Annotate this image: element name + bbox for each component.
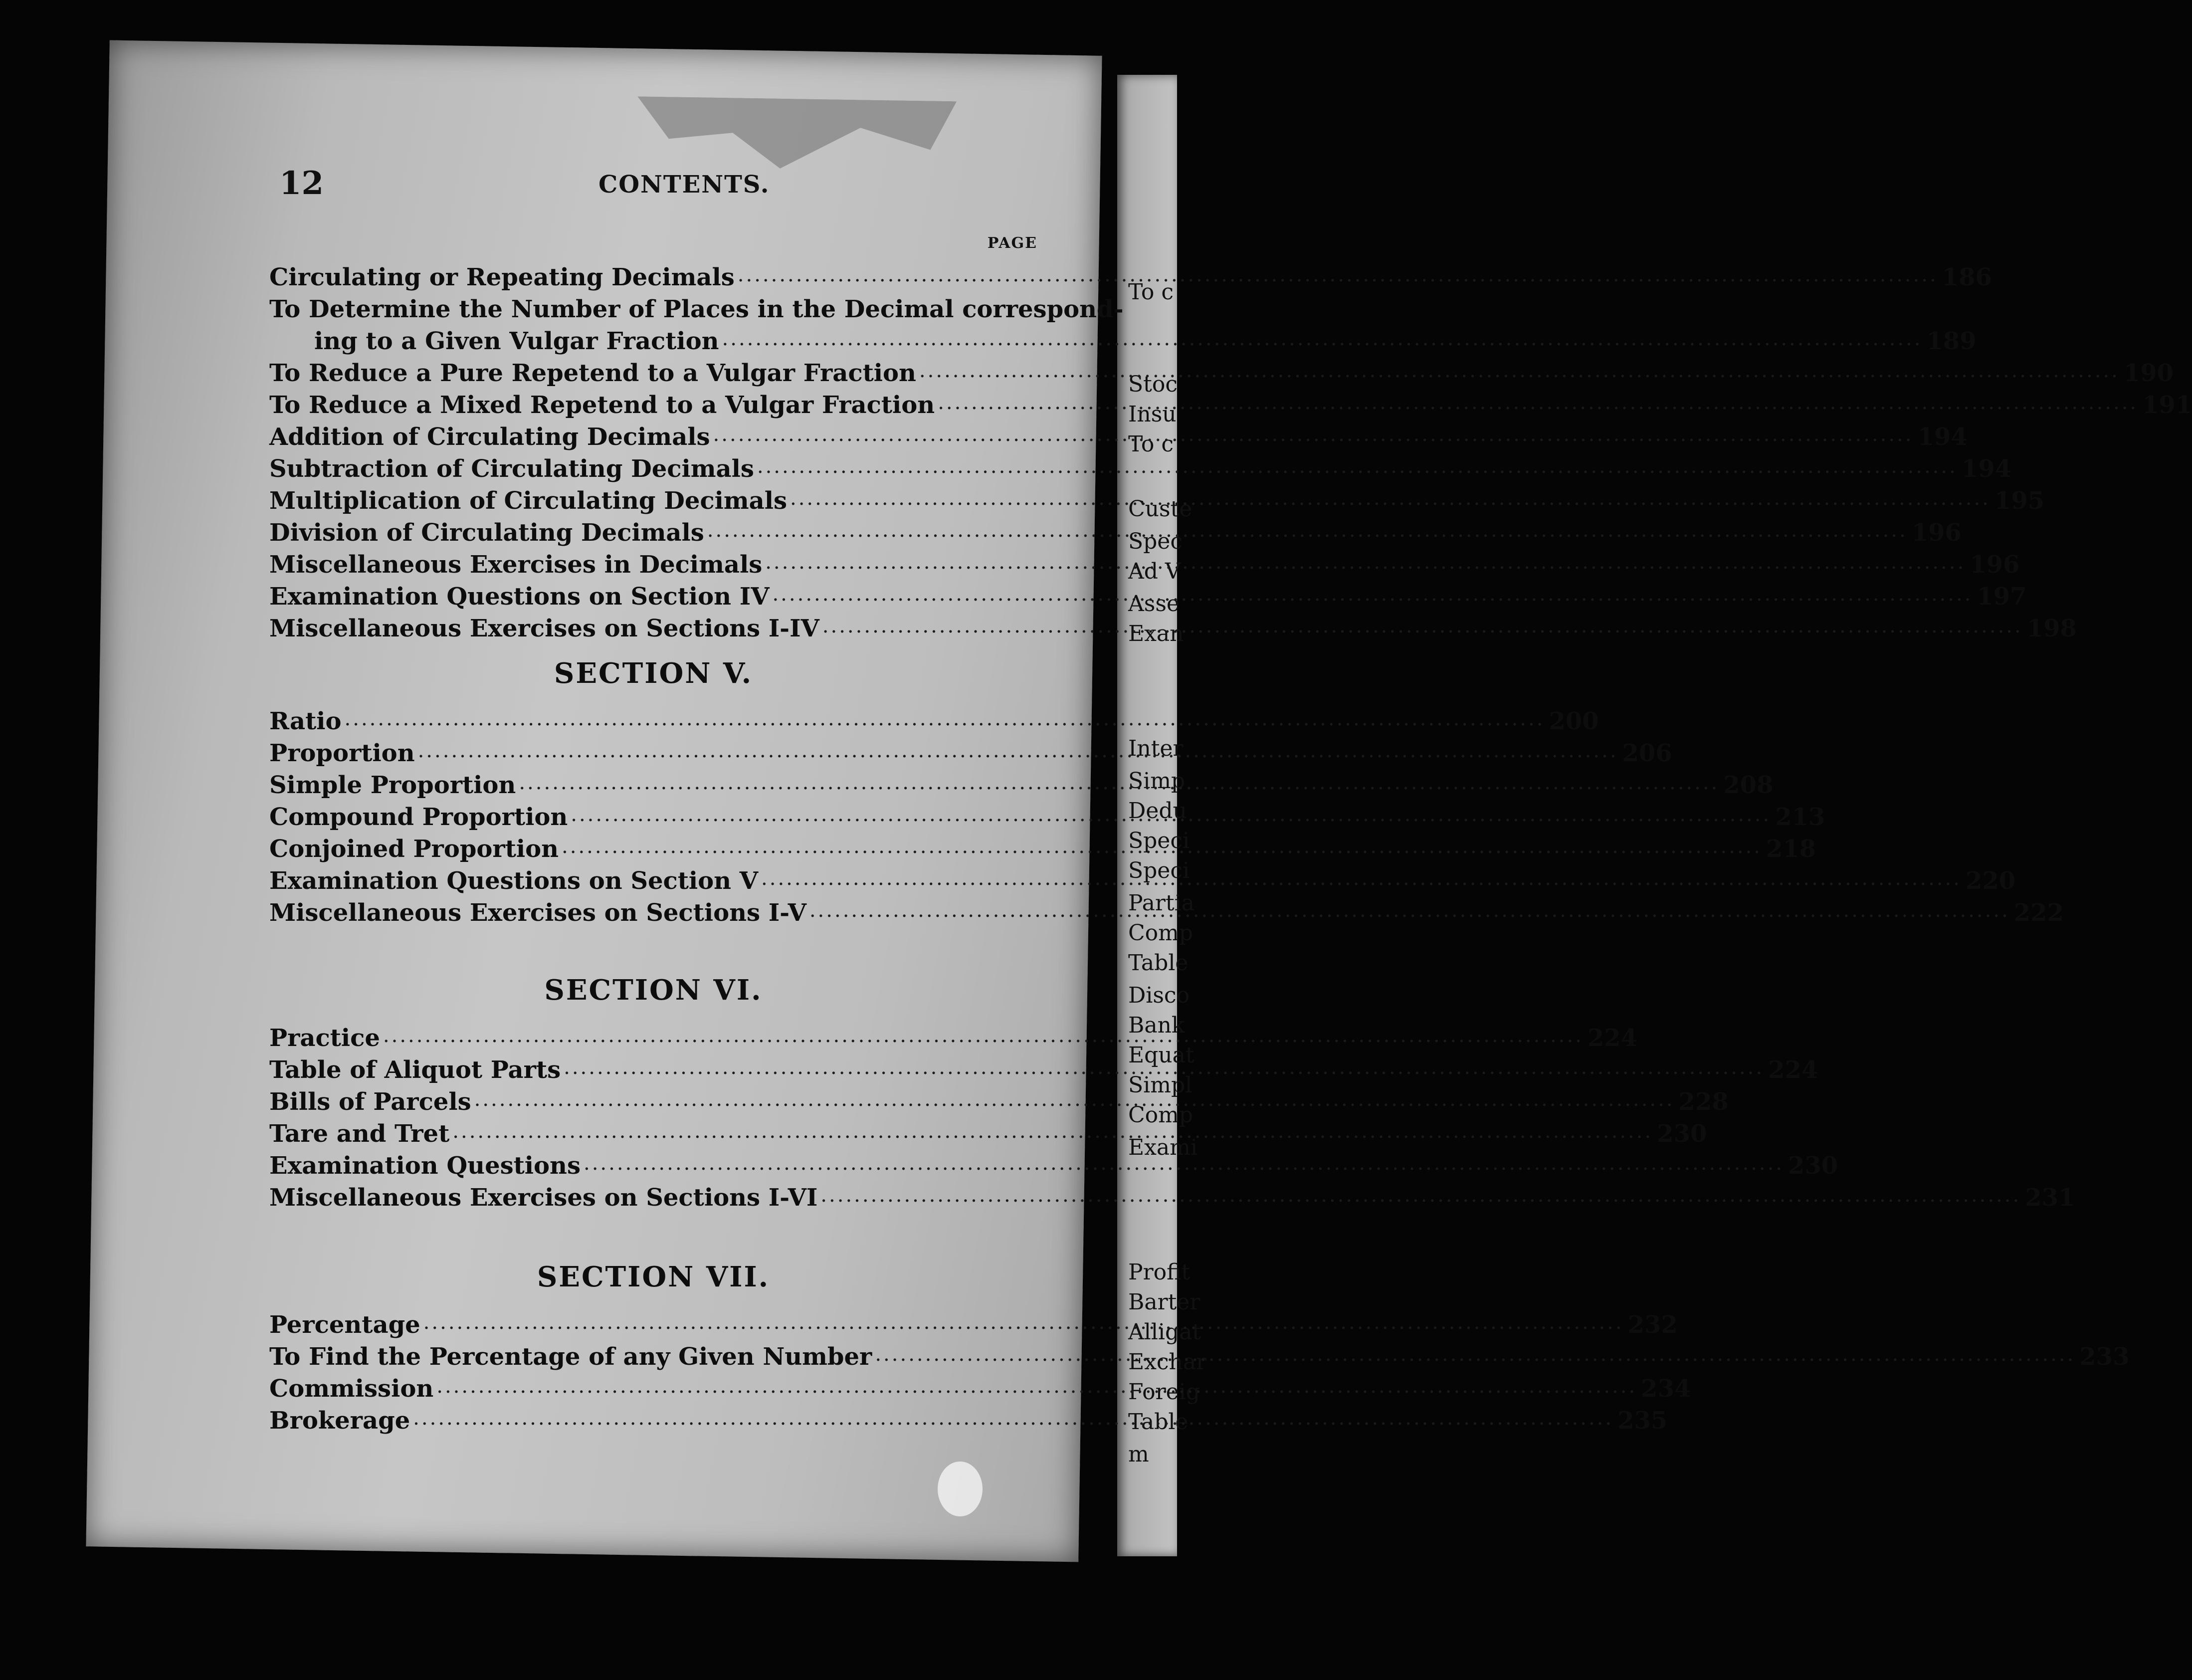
dot-leader [820, 1184, 2021, 1207]
toc-entry-page: 235 [1617, 1407, 1668, 1435]
toc-entry-page: 218 [1766, 835, 1816, 863]
toc-entry-title: Examination Questions on Section V [269, 867, 759, 895]
toc-entry-title: Miscellaneous Exercises on Sections I-VI [269, 1184, 818, 1212]
toc-entry-title: Table of Aliquot Parts [269, 1056, 561, 1084]
adjacent-page-fragment: To c [1128, 431, 1174, 457]
toc-entry-title: Proportion [269, 739, 415, 767]
toc-entry-title: Division of Circulating Decimals [269, 519, 704, 547]
toc-entry [269, 323, 1977, 355]
adjacent-page-fragment: Equat [1128, 1043, 1195, 1068]
toc-entry-title: To Reduce a Mixed Repetend to a Vulgar Fraction [269, 391, 935, 419]
dot-leader [383, 1024, 1584, 1047]
toc-entry-page: 197 [1977, 583, 2027, 611]
adjacent-page-fragment: Spec [1128, 529, 1183, 554]
toc-entry-title: Commission [269, 1375, 434, 1403]
section-heading: SECTION VI. [544, 974, 763, 1007]
toc-entry-page: 222 [2013, 899, 2064, 927]
dot-leader [790, 487, 1991, 510]
dot-leader [452, 1120, 1653, 1143]
toc-entry-title: Circulating or Repeating Decimals [269, 263, 735, 291]
toc-entry-page: 233 [2079, 1343, 2130, 1371]
section-heading: SECTION V. [554, 657, 753, 690]
toc-entry-page: 198 [2026, 615, 2077, 642]
adjacent-page-fragment: Table [1128, 1409, 1189, 1435]
toc-entry-page: 191 [2142, 391, 2192, 419]
page-column-label: PAGE [987, 234, 1037, 252]
adjacent-page-fragment: Stoc [1128, 372, 1178, 397]
adjacent-page-fragment: Alligat [1128, 1319, 1201, 1345]
dot-leader [436, 1375, 1637, 1398]
dot-leader [519, 771, 1719, 794]
toc-entry-title: Practice [269, 1024, 380, 1052]
page-number: 12 [279, 165, 324, 202]
dot-leader [738, 263, 1938, 286]
adjacent-page-fragment: Ad V [1128, 559, 1181, 584]
toc-entry-title: To Determine the Number of Places in the Decimal correspond- [269, 295, 1124, 323]
adjacent-page-fragment: Simpl [1128, 1072, 1193, 1098]
dot-leader [809, 899, 2010, 922]
toc-entry-title: Ratio [269, 707, 342, 735]
toc-entry-page: 206 [1622, 739, 1672, 767]
toc-entry-title: Conjoined Proportion [269, 835, 559, 863]
toc-entry-page: 213 [1775, 803, 1825, 831]
toc-entry-title: To Find the Percentage of any Given Number [269, 1343, 872, 1371]
toc-entry-title: Simple Proportion [269, 771, 516, 799]
toc-entry-page: 190 [2123, 359, 2174, 387]
adjacent-page-fragment: Speci [1128, 858, 1190, 883]
dot-leader [757, 455, 1958, 478]
toc-entry-page: 224 [1587, 1024, 1638, 1052]
toc-entry-title: Examination Questions [269, 1152, 581, 1180]
toc-entry-title: Miscellaneous Exercises on Sections I-V [269, 899, 806, 927]
dot-leader [919, 359, 2120, 382]
adjacent-page-fragment: m [1128, 1442, 1149, 1467]
toc-entry-page: 208 [1723, 771, 1774, 799]
toc-entry [269, 1148, 1838, 1180]
torn-corner [636, 96, 957, 171]
dot-leader [345, 707, 1545, 730]
adjacent-page-fragment: Barter [1128, 1289, 1200, 1315]
toc-entry-page: 230 [1657, 1120, 1707, 1148]
toc-entry-title: Subtraction of Circulating Decimals [269, 455, 754, 483]
adjacent-page-fragment: Simp [1128, 768, 1186, 794]
toc-entry-title: Addition of Circulating Decimals [269, 423, 710, 451]
paper-blemish [938, 1462, 983, 1516]
dot-leader [584, 1152, 1784, 1175]
dot-leader [571, 803, 1771, 826]
toc-entry [269, 703, 1599, 735]
toc-entry-page: 234 [1641, 1375, 1691, 1403]
toc-entry-title: Miscellaneous Exercises on Sections I-IV [269, 615, 819, 642]
dot-leader [707, 519, 1908, 542]
dot-leader [423, 1311, 1624, 1334]
dot-leader [822, 615, 2023, 637]
section-heading: SECTION VII. [537, 1260, 770, 1293]
dot-leader [713, 423, 1914, 446]
toc-entry-page: 200 [1549, 707, 1599, 735]
adjacent-page-fragment: Inter [1128, 736, 1184, 761]
toc-entry [269, 767, 1774, 799]
toc-entry [269, 259, 1992, 291]
adjacent-page-fragment: Table [1128, 950, 1189, 976]
dot-leader [722, 327, 1923, 350]
toc-entry-title: Multiplication of Circulating Decimals [269, 487, 787, 515]
dot-leader [413, 1407, 1613, 1430]
toc-entry-title: Compound Proportion [269, 803, 568, 831]
dot-leader [418, 739, 1618, 762]
dot-leader [765, 551, 1966, 574]
toc-entry-title: Tare and Tret [269, 1120, 450, 1148]
toc-entry-page: 228 [1678, 1088, 1729, 1116]
toc-entry-page: 230 [1788, 1152, 1838, 1180]
adjacent-page-fragment: Exami [1128, 1135, 1197, 1160]
dot-leader [474, 1088, 1675, 1111]
toc-entry-page: 195 [1994, 487, 2045, 515]
adjacent-page-fragment: Disco [1128, 983, 1190, 1008]
toc-entry-page: 196 [1970, 551, 2020, 579]
toc-entry-page: 220 [1965, 867, 2016, 895]
dot-leader [938, 391, 2138, 414]
toc-entry [269, 291, 1124, 323]
toc-entry-page: 232 [1627, 1311, 1678, 1339]
toc-entry-title: Examination Questions on Section IV [269, 583, 770, 611]
toc-entry-page: 224 [1768, 1056, 1818, 1084]
page-header [279, 165, 1087, 200]
adjacent-page-fragment: Exan [1128, 621, 1184, 646]
toc-entry-title: ing to a Given Vulgar Fraction [314, 327, 719, 355]
adjacent-page-fragment: Partia [1128, 890, 1195, 916]
dot-leader [564, 1056, 1764, 1079]
adjacent-page-fragment: Speci [1128, 828, 1190, 853]
toc-entry-page: 186 [1942, 263, 1992, 291]
adjacent-page-fragment: Exchar [1128, 1349, 1207, 1375]
toc-entry-title: Brokerage [269, 1407, 410, 1435]
toc-entry-page: 194 [1961, 455, 2011, 483]
dot-leader [761, 867, 1962, 890]
toc-entry-page: 189 [1926, 327, 1977, 355]
dot-leader [875, 1343, 2075, 1366]
toc-entry-page: 196 [1911, 519, 1962, 547]
toc-entry-page: 194 [1917, 423, 1968, 451]
adjacent-page-fragment: Foreig [1128, 1379, 1200, 1405]
adjacent-page-fragment: Profit [1128, 1260, 1191, 1285]
adjacent-page-fragment: Custe [1128, 496, 1193, 522]
dot-leader [562, 835, 1762, 858]
adjacent-page-fragment: Dedu [1128, 798, 1187, 824]
toc-entry [269, 451, 2011, 483]
toc-entry-title: To Reduce a Pure Repetend to a Vulgar Fraction [269, 359, 916, 387]
adjacent-page-fragment: Bank [1128, 1013, 1185, 1038]
adjacent-page-fragment: Comp [1128, 1102, 1194, 1128]
toc-entry [269, 1180, 2075, 1212]
adjacent-page-fragment: Insu [1128, 402, 1177, 427]
dot-leader [772, 583, 1973, 606]
page-title: CONTENTS. [598, 171, 770, 199]
toc-entry-title: Bills of Parcels [269, 1088, 471, 1116]
adjacent-page-fragment: To c [1128, 279, 1174, 305]
toc-entry-title: Percentage [269, 1311, 420, 1339]
adjacent-page-fragment: Asse [1128, 591, 1180, 617]
toc-entry-page: 231 [2025, 1184, 2075, 1212]
adjacent-page-fragment: Comp [1128, 920, 1194, 946]
toc-entry-title: Miscellaneous Exercises in Decimals [269, 551, 763, 579]
